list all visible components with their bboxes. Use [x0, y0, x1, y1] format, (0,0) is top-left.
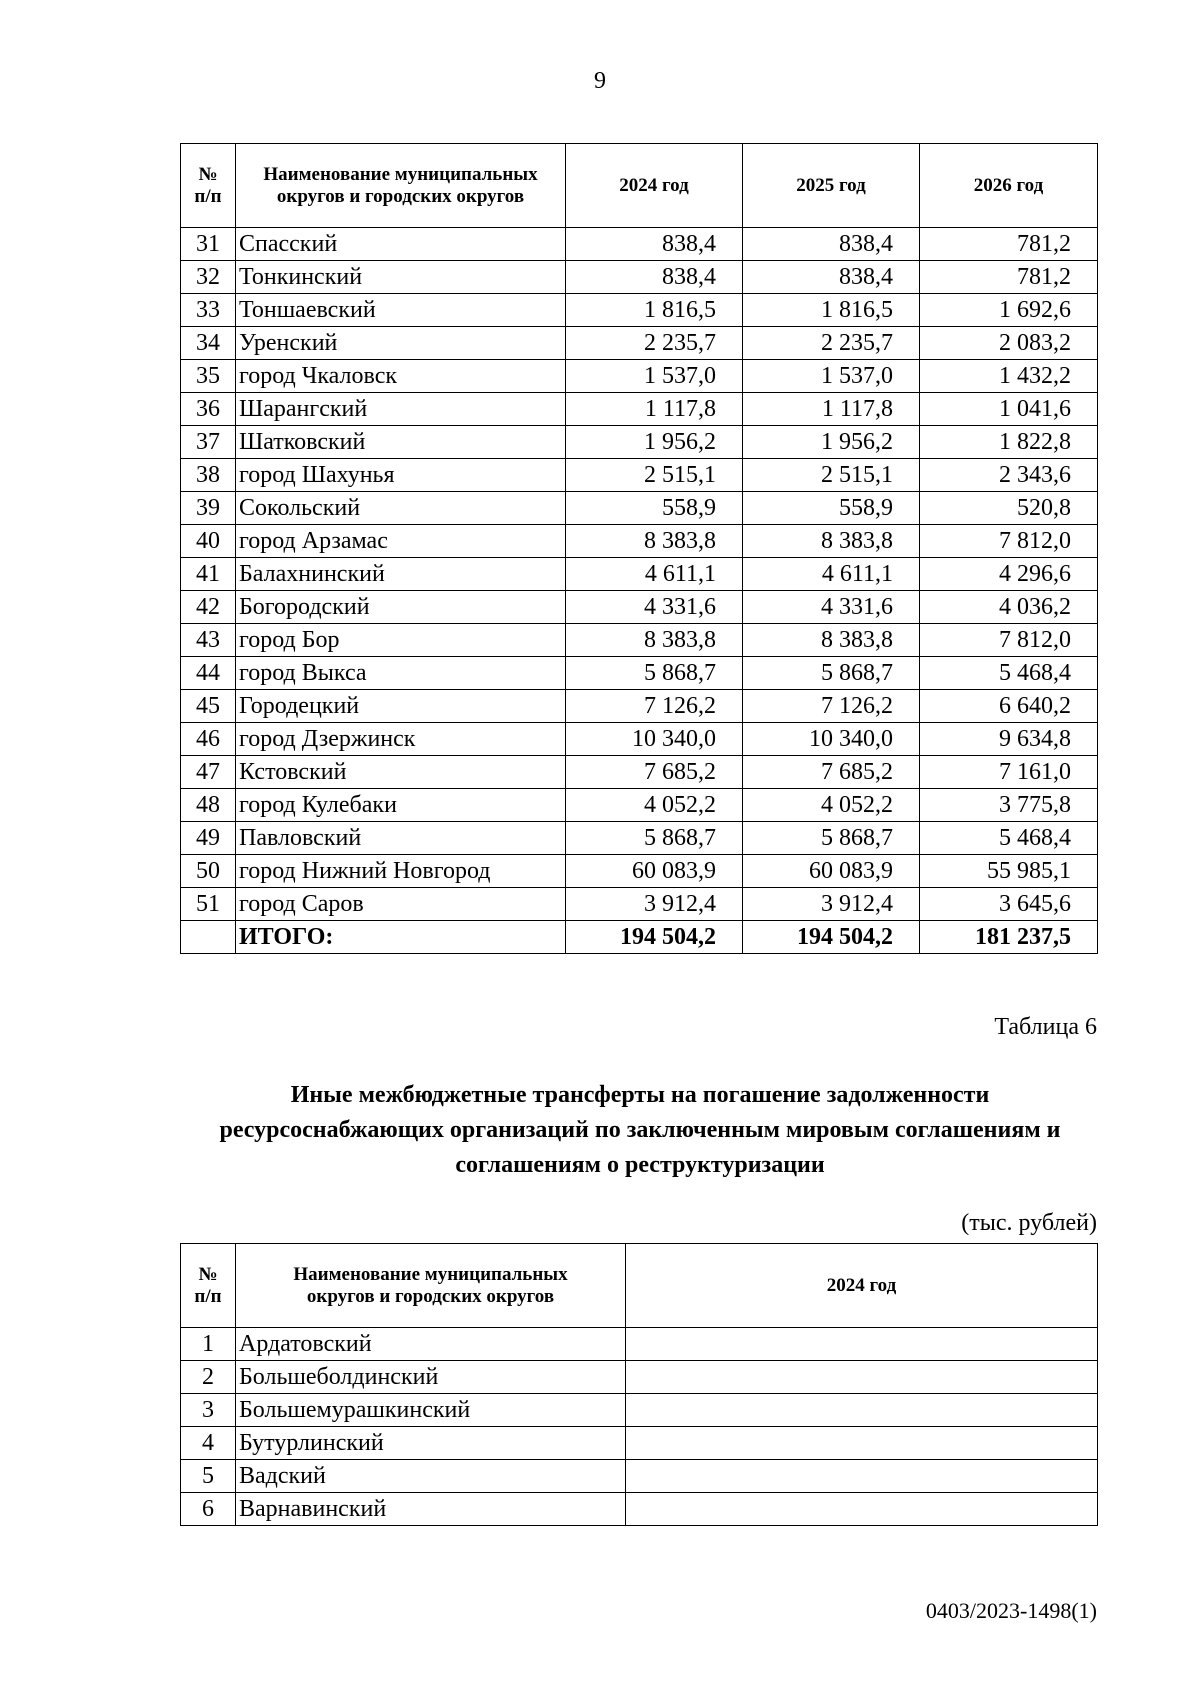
row-number: 42 — [181, 591, 236, 624]
table6 — [180, 1243, 1098, 1526]
total-num-cell — [181, 921, 236, 954]
value-2025: 7 685,2 — [743, 756, 920, 789]
value-2025: 1 816,5 — [743, 294, 920, 327]
table-row — [181, 657, 1098, 690]
value-2024: 7 685,2 — [566, 756, 743, 789]
value-2024: 5 868,7 — [566, 657, 743, 690]
district-name: город Саров — [236, 888, 566, 921]
value-2024: 1 117,8 — [566, 393, 743, 426]
table-row — [181, 228, 1098, 261]
row-number: 33 — [181, 294, 236, 327]
table6-body — [181, 1328, 1098, 1526]
district-name: Балахнинский — [236, 558, 566, 591]
row-number: 5 — [181, 1460, 236, 1493]
value-2024 — [626, 1328, 1098, 1361]
header-2025: 2025 год — [743, 144, 920, 228]
table-row — [181, 261, 1098, 294]
table-row — [181, 855, 1098, 888]
district-name: город Шахунья — [236, 459, 566, 492]
value-2026: 1 041,6 — [920, 393, 1098, 426]
district-name: Кстовский — [236, 756, 566, 789]
table-row — [181, 1361, 1098, 1394]
value-2024: 1 956,2 — [566, 426, 743, 459]
value-2025: 60 083,9 — [743, 855, 920, 888]
total-row — [181, 921, 1098, 954]
value-2026: 3 775,8 — [920, 789, 1098, 822]
value-2025: 1 117,8 — [743, 393, 920, 426]
district-name: Тонкинский — [236, 261, 566, 294]
value-2024: 558,9 — [566, 492, 743, 525]
value-2024 — [626, 1493, 1098, 1526]
row-number: 1 — [181, 1328, 236, 1361]
row-number: 3 — [181, 1394, 236, 1427]
district-name: Павловский — [236, 822, 566, 855]
value-2024: 3 912,4 — [566, 888, 743, 921]
row-number: 39 — [181, 492, 236, 525]
district-name: Шатковский — [236, 426, 566, 459]
value-2025: 5 868,7 — [743, 822, 920, 855]
district-name: город Арзамас — [236, 525, 566, 558]
value-2025: 838,4 — [743, 261, 920, 294]
row-number: 46 — [181, 723, 236, 756]
row-number: 36 — [181, 393, 236, 426]
value-2025: 3 912,4 — [743, 888, 920, 921]
district-name: Шарангский — [236, 393, 566, 426]
table-row — [181, 525, 1098, 558]
table-row — [181, 1427, 1098, 1460]
table-row — [181, 393, 1098, 426]
row-number: 4 — [181, 1427, 236, 1460]
row-number: 31 — [181, 228, 236, 261]
row-number: 37 — [181, 426, 236, 459]
total-2025: 194 504,2 — [743, 921, 920, 954]
header-num: № п/п — [181, 1244, 236, 1328]
value-2025: 4 331,6 — [743, 591, 920, 624]
total-2024: 194 504,2 — [566, 921, 743, 954]
value-2025: 558,9 — [743, 492, 920, 525]
district-name: Бутурлинский — [236, 1427, 626, 1460]
table-row — [181, 327, 1098, 360]
value-2024: 838,4 — [566, 228, 743, 261]
value-2026: 6 640,2 — [920, 690, 1098, 723]
value-2026: 1 432,2 — [920, 360, 1098, 393]
district-name: Большемурашкинский — [236, 1394, 626, 1427]
district-name: город Дзержинск — [236, 723, 566, 756]
value-2026: 5 468,4 — [920, 657, 1098, 690]
table-row — [181, 888, 1098, 921]
page-number: 9 — [594, 68, 606, 94]
district-name: Богородский — [236, 591, 566, 624]
value-2025: 1 537,0 — [743, 360, 920, 393]
district-name: Сокольский — [236, 492, 566, 525]
units-label: (тыс. рублей) — [961, 1210, 1097, 1236]
value-2025: 1 956,2 — [743, 426, 920, 459]
district-name: Спасский — [236, 228, 566, 261]
header-name: Наименование муниципальных округов и городских округов — [236, 1244, 626, 1328]
header-2026: 2026 год — [920, 144, 1098, 228]
table-row — [181, 690, 1098, 723]
value-2024: 838,4 — [566, 261, 743, 294]
transfers-table-continued — [180, 143, 1098, 954]
table1-body — [181, 228, 1098, 921]
table-row — [181, 294, 1098, 327]
value-2026: 2 083,2 — [920, 327, 1098, 360]
row-number: 32 — [181, 261, 236, 294]
value-2026: 7 161,0 — [920, 756, 1098, 789]
value-2026: 1 692,6 — [920, 294, 1098, 327]
table-label: Таблица 6 — [994, 1014, 1097, 1040]
value-2024: 2 515,1 — [566, 459, 743, 492]
table-row — [181, 492, 1098, 525]
value-2026: 781,2 — [920, 228, 1098, 261]
value-2024: 60 083,9 — [566, 855, 743, 888]
value-2026: 520,8 — [920, 492, 1098, 525]
table-row — [181, 756, 1098, 789]
value-2026: 3 645,6 — [920, 888, 1098, 921]
section-title: Иные межбюджетные трансферты на погашение задолженности ресурсоснабжающих организаций по заключенным мировым соглашениям и соглашениям о реструктуризации — [219, 1082, 1061, 1178]
value-2025: 8 383,8 — [743, 624, 920, 657]
value-2026: 5 468,4 — [920, 822, 1098, 855]
table-row — [181, 723, 1098, 756]
value-2025: 4 611,1 — [743, 558, 920, 591]
district-name: город Бор — [236, 624, 566, 657]
value-2025: 8 383,8 — [743, 525, 920, 558]
header-2024: 2024 год — [626, 1244, 1098, 1328]
district-name: город Чкаловск — [236, 360, 566, 393]
value-2026: 9 634,8 — [920, 723, 1098, 756]
district-name: Большеболдинский — [236, 1361, 626, 1394]
value-2024: 5 868,7 — [566, 822, 743, 855]
table-row — [181, 459, 1098, 492]
value-2024 — [626, 1460, 1098, 1493]
value-2026: 55 985,1 — [920, 855, 1098, 888]
value-2024 — [626, 1427, 1098, 1460]
value-2025: 2 235,7 — [743, 327, 920, 360]
table-row — [181, 360, 1098, 393]
value-2026: 4 036,2 — [920, 591, 1098, 624]
value-2026: 7 812,0 — [920, 624, 1098, 657]
row-number: 48 — [181, 789, 236, 822]
row-number: 45 — [181, 690, 236, 723]
value-2024: 1 816,5 — [566, 294, 743, 327]
value-2024: 8 383,8 — [566, 624, 743, 657]
table-row — [181, 1460, 1098, 1493]
table-row — [181, 822, 1098, 855]
table-row — [181, 624, 1098, 657]
row-number: 51 — [181, 888, 236, 921]
table-row — [181, 789, 1098, 822]
value-2024: 2 235,7 — [566, 327, 743, 360]
row-number: 50 — [181, 855, 236, 888]
value-2024 — [626, 1361, 1098, 1394]
district-name: город Нижний Новгород — [236, 855, 566, 888]
value-2026: 2 343,6 — [920, 459, 1098, 492]
value-2024: 7 126,2 — [566, 690, 743, 723]
document-code: 0403/2023-1498(1) — [925, 1598, 1097, 1623]
value-2025: 838,4 — [743, 228, 920, 261]
row-number: 34 — [181, 327, 236, 360]
value-2026: 781,2 — [920, 261, 1098, 294]
row-number: 40 — [181, 525, 236, 558]
district-name: Ардатовский — [236, 1328, 626, 1361]
header-name: Наименование муниципальных округов и городских округов — [236, 144, 566, 228]
value-2024: 4 611,1 — [566, 558, 743, 591]
total-2026: 181 237,5 — [920, 921, 1098, 954]
row-number: 38 — [181, 459, 236, 492]
value-2024: 4 331,6 — [566, 591, 743, 624]
value-2025: 4 052,2 — [743, 789, 920, 822]
value-2025: 2 515,1 — [743, 459, 920, 492]
header-2024: 2024 год — [566, 144, 743, 228]
row-number: 44 — [181, 657, 236, 690]
value-2026: 4 296,6 — [920, 558, 1098, 591]
value-2026: 1 822,8 — [920, 426, 1098, 459]
district-name: Вадский — [236, 1460, 626, 1493]
value-2024: 1 537,0 — [566, 360, 743, 393]
district-name: Городецкий — [236, 690, 566, 723]
row-number: 47 — [181, 756, 236, 789]
table-row — [181, 591, 1098, 624]
table-header-row — [181, 144, 1098, 228]
row-number: 2 — [181, 1361, 236, 1394]
table-header-row — [181, 1244, 1098, 1328]
table-row — [181, 1328, 1098, 1361]
value-2024: 4 052,2 — [566, 789, 743, 822]
row-number: 35 — [181, 360, 236, 393]
table-row — [181, 558, 1098, 591]
district-name: Варнавинский — [236, 1493, 626, 1526]
table-row — [181, 426, 1098, 459]
value-2025: 7 126,2 — [743, 690, 920, 723]
value-2024 — [626, 1394, 1098, 1427]
value-2025: 5 868,7 — [743, 657, 920, 690]
district-name: город Кулебаки — [236, 789, 566, 822]
row-number: 49 — [181, 822, 236, 855]
value-2026: 7 812,0 — [920, 525, 1098, 558]
district-name: город Выкса — [236, 657, 566, 690]
total-label: ИТОГО: — [236, 921, 566, 954]
row-number: 43 — [181, 624, 236, 657]
table-row — [181, 1394, 1098, 1427]
district-name: Тоншаевский — [236, 294, 566, 327]
value-2024: 8 383,8 — [566, 525, 743, 558]
row-number: 6 — [181, 1493, 236, 1526]
value-2024: 10 340,0 — [566, 723, 743, 756]
row-number: 41 — [181, 558, 236, 591]
header-num: № п/п — [181, 144, 236, 228]
value-2025: 10 340,0 — [743, 723, 920, 756]
table-row — [181, 1493, 1098, 1526]
district-name: Уренский — [236, 327, 566, 360]
